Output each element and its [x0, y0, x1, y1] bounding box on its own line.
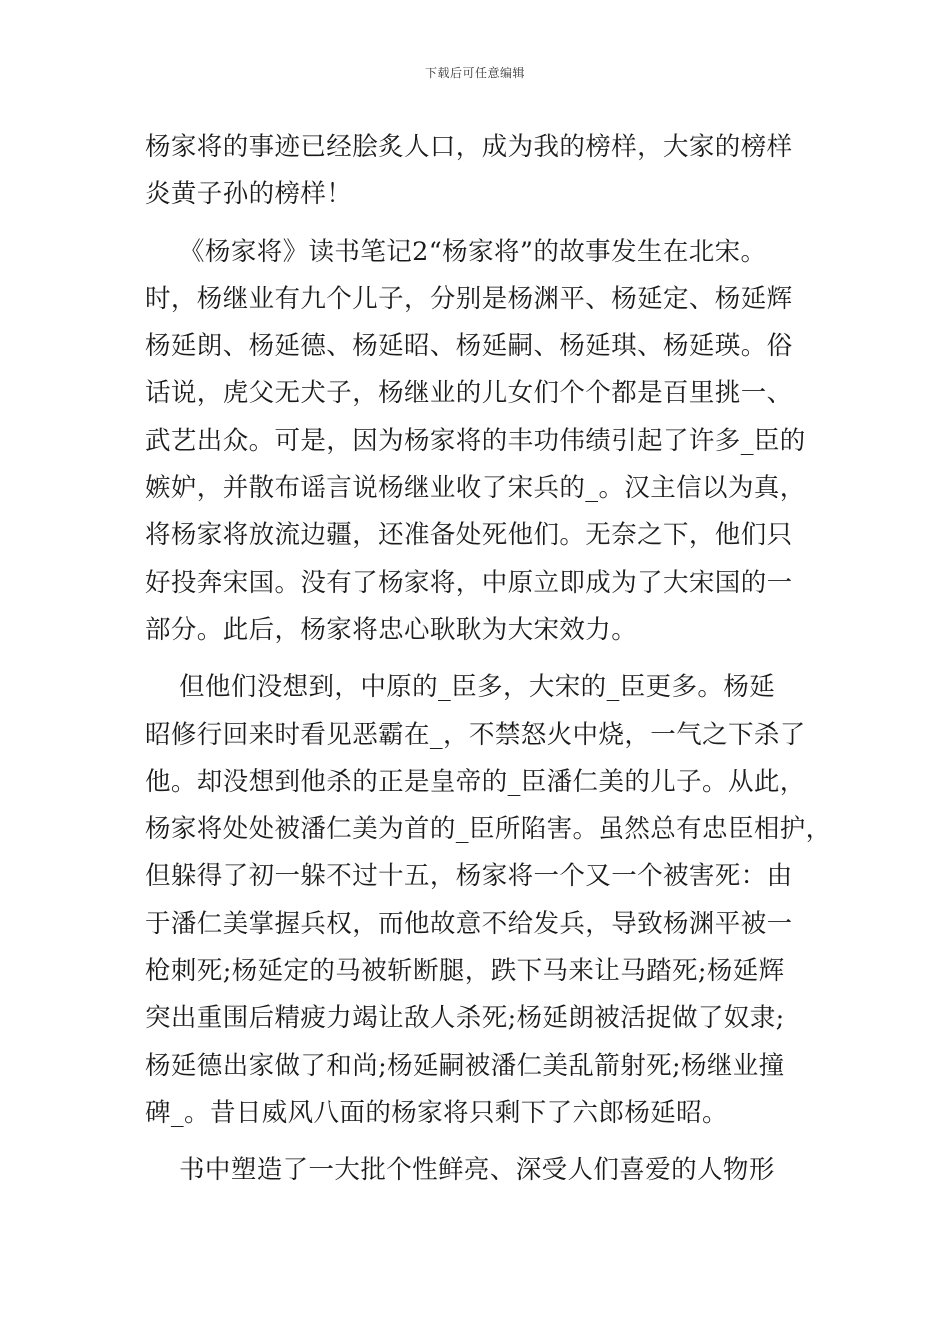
- text-line: 但躲得了初一躲不过十五，杨家将一个又一个被害死：由: [145, 861, 793, 892]
- text-line: 《杨家将》读书笔记2“杨家将”的故事发生在北宋。: [145, 236, 767, 267]
- text-line: 杨家将处处被潘仁美为首的_臣所陷害。虽然总有忠臣相护，: [145, 814, 832, 845]
- text-line: 好投奔宋国。没有了杨家将，中原立即成为了大宋国的一: [145, 567, 793, 598]
- text-line: 将杨家将放流边疆，还准备处死他们。无奈之下，他们只: [145, 520, 793, 551]
- paragraph: [145, 1147, 825, 1194]
- paragraph: [145, 124, 825, 219]
- text-line: 话说，虎父无犬子，杨继业的儿女们个个都是百里挑一、: [145, 378, 793, 409]
- paragraph: [145, 664, 832, 1137]
- text-line: 突出重围后精疲力竭让敌人杀死;杨延朗被活捉做了奴隶;: [145, 1003, 785, 1034]
- paragraph: [145, 229, 825, 655]
- text-line: 时，杨继业有九个儿子，分别是杨渊平、杨延定、杨延辉: [145, 283, 793, 314]
- text-line: 杨延朗、杨延德、杨延昭、杨延嗣、杨延琪、杨延瑛。俗: [145, 331, 793, 362]
- text-line: 武艺出众。可是，因为杨家将的丰功伟绩引起了许多_臣的: [145, 425, 806, 456]
- text-line: 嫉妒，并散布谣言说杨继业收了宋兵的_。汉主信以为真，: [145, 473, 806, 504]
- text-line: 杨家将的事迹已经脍炙人口，成为我的榜样，大家的榜样: [145, 132, 793, 162]
- text-line: 碑_。昔日威风八面的杨家将只剩下了六郎杨延昭。: [145, 1097, 728, 1128]
- text-line: 昭修行回来时看见恶霸在_，不禁怒火中烧，一气之下杀了: [145, 719, 806, 750]
- text-line: 杨延德出家做了和尚;杨延嗣被潘仁美乱箭射死;杨继业撞: [145, 1050, 785, 1081]
- text-line: 于潘仁美掌握兵权，而他故意不给发兵，导致杨渊平被一: [145, 908, 793, 939]
- text-line: 他。却没想到他杀的正是皇帝的_臣潘仁美的儿子。从此，: [145, 766, 806, 797]
- text-line: 部分。此后，杨家将忠心耿耿为大宋效力。: [145, 614, 638, 645]
- page-header: 下载后可任意编辑: [424, 66, 525, 80]
- text-line: 炎黄子孙的榜样！: [145, 179, 353, 210]
- text-line: 但他们没想到，中原的_臣多，大宋的_臣更多。杨延: [145, 672, 776, 703]
- document-body: [145, 124, 832, 1195]
- text-line: 枪刺死;杨延定的马被斩断腿，跌下马来让马踏死;杨延辉: [145, 956, 785, 987]
- text-line: 书中塑造了一大批个性鲜亮、深受人们喜爱的人物形: [145, 1155, 775, 1186]
